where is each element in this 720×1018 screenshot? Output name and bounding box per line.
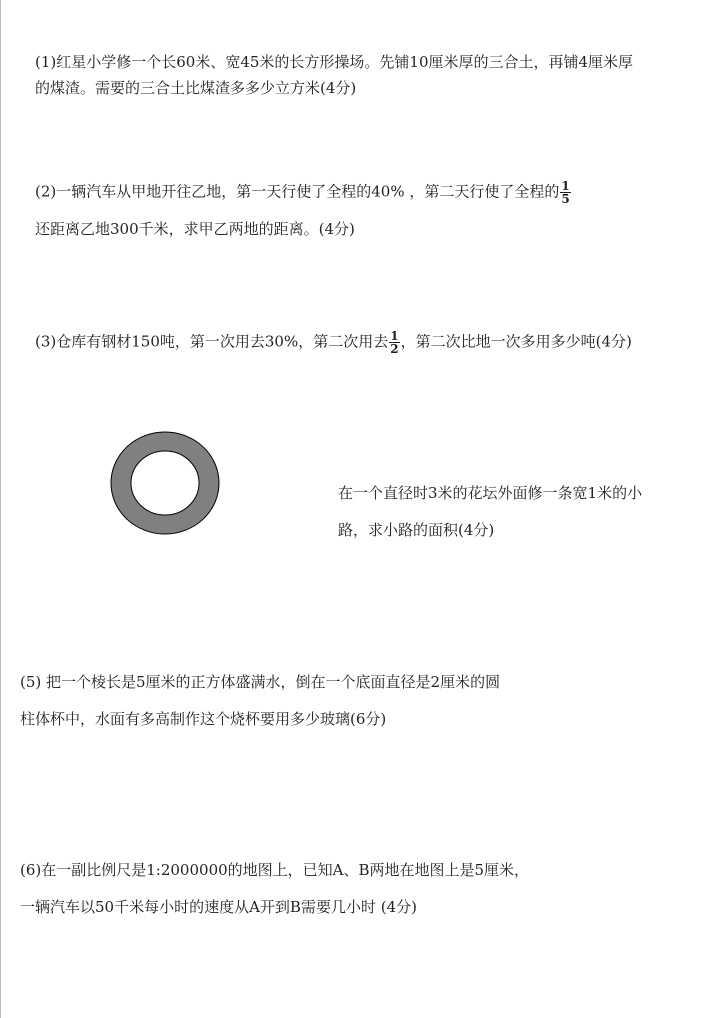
question-6-line-2: 一辆汽车以50千米每小时的速度从A开到B需要几小时 (4分) xyxy=(20,898,417,916)
question-1-line-2: 的煤渣。需要的三合土比煤渣多多少立方米(4分) xyxy=(35,79,357,97)
question-2-line-2: 还距离乙地300千米，求甲乙两地的距离。(4分) xyxy=(35,220,355,238)
question-3-text-after: ，第二次比地一次多用多少吨(4分) xyxy=(400,332,632,351)
question-2-line-1 xyxy=(35,180,572,205)
ring-figure xyxy=(110,431,220,535)
question-2-text: (2)一辆汽车从甲地开往乙地，第一天行使了全程的40% ，第二天行使了全程的 xyxy=(35,182,560,201)
question-3-line xyxy=(35,330,632,355)
fraction-one-fifth xyxy=(560,180,570,205)
page-edge xyxy=(0,0,1,1018)
question-4-line-2: 路，求小路的面积(4分) xyxy=(338,521,495,539)
fraction-denominator: 5 xyxy=(561,192,570,206)
inner-circle xyxy=(131,451,199,515)
fraction-one-half xyxy=(389,330,399,355)
annulus-diagram xyxy=(110,431,220,535)
question-6-line-1: (6)在一副比例尺是1:2000000的地图上，已知A、B两地在地图上是5厘米， xyxy=(20,861,530,879)
fraction-numerator: 1 xyxy=(390,329,399,343)
question-5-line-2: 柱体杯中，水面有多高制作这个烧杯要用多少玻璃(6分) xyxy=(20,710,387,728)
fraction-denominator: 2 xyxy=(390,342,399,356)
fraction-numerator: 1 xyxy=(561,179,570,193)
question-3-text-before: (3)仓库有钢材150吨，第一次用去30%，第二次用去 xyxy=(35,332,389,351)
question-5-line-1: (5) 把一个棱长是5厘米的正方体盛满水，倒在一个底面直径是2厘米的圆 xyxy=(20,673,501,691)
question-1-line-1: (1)红星小学修一个长60米、宽45米的长方形操场。先铺10厘米厚的三合土，再铺4厘米厚 xyxy=(35,53,634,71)
question-4-line-1: 在一个直径时3米的花坛外面修一条宽1米的小 xyxy=(338,484,643,502)
